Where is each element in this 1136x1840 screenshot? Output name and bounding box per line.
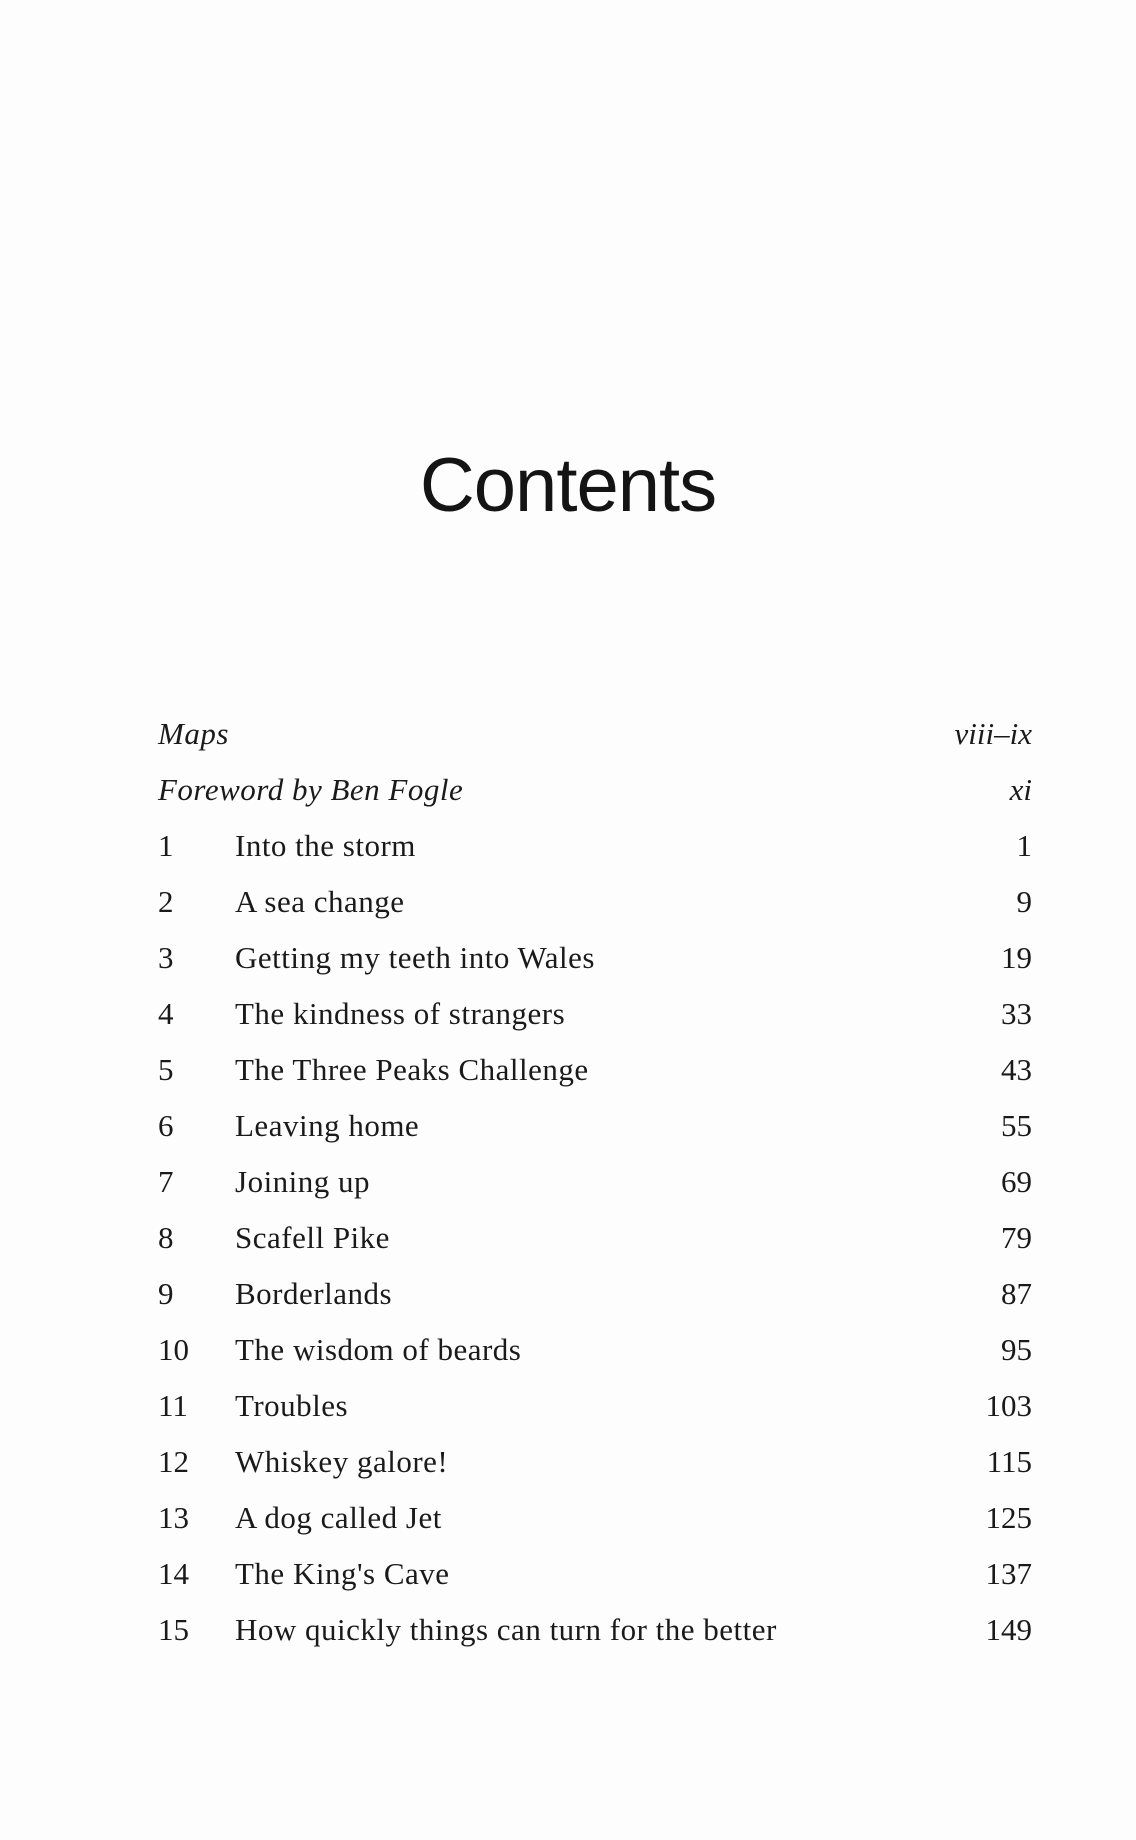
chapter-title: The Three Peaks Challenge — [235, 1052, 589, 1087]
chapter-title: Leaving home — [235, 1108, 420, 1143]
chapter-page: 43 — [1001, 1052, 1032, 1087]
chapter-number: 11 — [158, 1388, 188, 1423]
toc-entry-title: Maps — [158, 716, 229, 751]
chapter-number: 8 — [158, 1220, 174, 1255]
toc-entry-page: viii–ix — [954, 716, 1032, 751]
chapter-page: 95 — [1001, 1332, 1032, 1367]
toc-entry-page: xi — [1009, 772, 1032, 807]
chapter-page: 33 — [1001, 996, 1032, 1031]
chapter-number: 2 — [158, 884, 174, 919]
chapter-title: Borderlands — [235, 1276, 393, 1311]
chapter-page: 115 — [986, 1444, 1032, 1479]
chapter-number: 7 — [158, 1164, 174, 1199]
chapter-number: 4 — [158, 996, 174, 1031]
toc-entry-title: Foreword by Ben Fogle — [158, 772, 464, 807]
toc-chapter-row — [158, 818, 1032, 874]
chapter-page: 69 — [1001, 1164, 1032, 1199]
page-title: Contents — [419, 443, 717, 528]
toc-chapter-row — [158, 1378, 1032, 1434]
chapter-title: Whiskey galore! — [235, 1444, 449, 1479]
chapter-number: 3 — [158, 940, 174, 975]
chapter-title: Getting my teeth into Wales — [235, 940, 595, 975]
chapter-title: Joining up — [235, 1164, 371, 1199]
chapter-title: A dog called Jet — [235, 1500, 442, 1535]
chapter-page: 103 — [985, 1388, 1032, 1423]
chapter-title: The kindness of strangers — [235, 996, 566, 1031]
toc-entry-maps — [158, 706, 1032, 762]
chapter-number: 10 — [158, 1332, 189, 1367]
toc-chapter-row — [158, 1266, 1032, 1322]
toc-chapter-row — [158, 1042, 1032, 1098]
chapter-number: 13 — [158, 1500, 189, 1535]
toc-chapter-row — [158, 1434, 1032, 1490]
chapter-number: 15 — [158, 1612, 189, 1647]
chapter-title: A sea change — [235, 884, 405, 919]
chapter-title: Scafell Pike — [235, 1220, 390, 1255]
chapter-number: 12 — [158, 1444, 189, 1479]
toc-chapter-row — [158, 930, 1032, 986]
toc-chapter-row — [158, 986, 1032, 1042]
chapter-page: 125 — [985, 1500, 1032, 1535]
chapter-page: 19 — [1001, 940, 1032, 975]
chapter-title: The wisdom of beards — [235, 1332, 522, 1367]
toc-chapter-row — [158, 1602, 1032, 1658]
chapter-page: 55 — [1001, 1108, 1032, 1143]
toc-chapter-row — [158, 1098, 1032, 1154]
chapter-title: Into the storm — [235, 828, 416, 863]
chapter-title: How quickly things can turn for the better — [235, 1612, 777, 1647]
chapter-number: 5 — [158, 1052, 174, 1087]
chapter-page: 137 — [985, 1556, 1032, 1591]
toc-chapter-row — [158, 1546, 1032, 1602]
chapter-title: Troubles — [235, 1388, 349, 1423]
chapter-page: 149 — [985, 1612, 1032, 1647]
toc-chapter-row — [158, 1154, 1032, 1210]
toc-entry-foreword — [158, 762, 1032, 818]
chapter-number: 6 — [158, 1108, 174, 1143]
chapter-number: 1 — [158, 828, 174, 863]
chapter-title: The King's Cave — [235, 1556, 450, 1591]
chapter-number: 9 — [158, 1276, 174, 1311]
toc-chapter-row — [158, 1490, 1032, 1546]
chapter-page: 1 — [1016, 828, 1032, 863]
toc-chapter-row — [158, 1210, 1032, 1266]
toc-chapter-row — [158, 874, 1032, 930]
chapter-page: 87 — [1001, 1276, 1032, 1311]
chapter-page: 9 — [1016, 884, 1032, 919]
chapter-number: 14 — [158, 1556, 189, 1591]
chapter-page: 79 — [1001, 1220, 1032, 1255]
toc-chapter-row — [158, 1322, 1032, 1378]
table-of-contents — [158, 706, 1032, 1658]
